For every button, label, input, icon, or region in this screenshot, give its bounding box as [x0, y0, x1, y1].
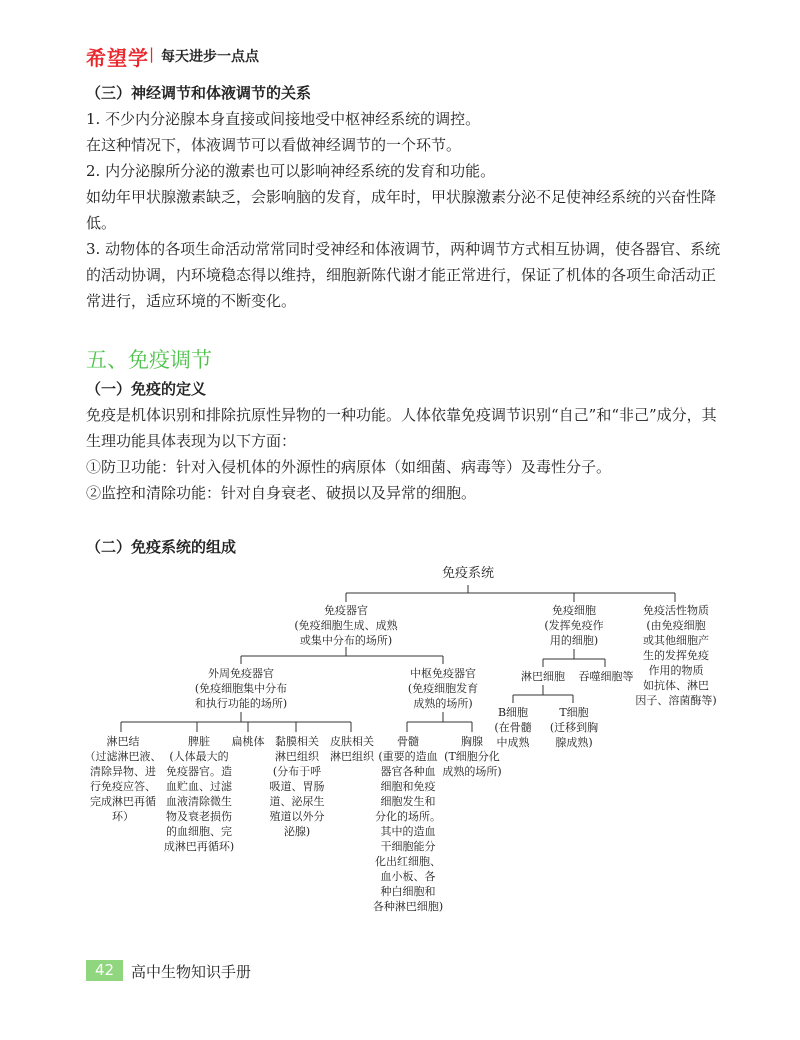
immunity-definition: 免疫是机体识别和排除抗原性异物的一种功能。人体依靠免疫调节识别“自己”和“非己”成分，其生理功能具体表现为以下方面：: [86, 406, 717, 450]
header-slogan: 每天进步一点点: [161, 49, 259, 65]
node-mucosa-lymphoid: 黏膜相关 淋巴组织 (分布于呼 吸道、胃肠 道、泌尿生 殖道以外分 泌腺): [269, 735, 325, 838]
section3-paragraph-1: 1. 不少内分泌腺本身直接或间接地受中枢神经系统的调控。: [86, 110, 481, 128]
page-number: 42: [94, 961, 115, 979]
node-bone-marrow: 骨髓 (重要的造血 器官各种血 细胞和免疫 细胞发生和 分化的场所。 其中的造血 干细胞能分 化出红细胞、 血小板、各 种白细胞和 各种淋巴细胞): [372, 735, 444, 913]
section3-paragraph-2: 在这种情况下，体液调节可以看做神经调节的一个环节。: [86, 136, 462, 154]
header-separator: |: [149, 45, 155, 63]
defense-function: ①防卫功能：针对入侵机体的外源性的病原体（如细菌、病毒等）及毒性分子。: [86, 458, 612, 476]
node-immune-system: 免疫系统: [441, 566, 494, 581]
node-active-substances: 免疫活性物质 (由免疫细胞 或其他细胞产 生的发挥免疫 作用的物质 如抗体、淋巴 因子、溶菌酶等): [635, 604, 717, 707]
node-immune-organs: 免疫器官 (免疫细胞生成、成熟 或集中分布的场所): [294, 604, 398, 647]
node-thymus: 胸腺 (T细胞分化 成熟的场所): [442, 735, 502, 778]
brand-logo: 希望学: [86, 46, 149, 70]
node-lymph-node: 淋巴结 （过滤淋巴液、 清除异物、进 行免疫应答、 完成淋巴再循 环）: [84, 735, 162, 823]
node-spleen: 脾脏 (人体最大的 免疫器官。造 血贮血、过滤 血液清除微生 物及衰老损伤 的血细胞、完 成淋巴再循环): [163, 735, 235, 853]
node-tonsil: 扁桃体: [231, 735, 265, 748]
section3-paragraph-4: 如幼年甲状腺激素缺乏，会影响脑的发育，成年时，甲状腺激素分泌不足使神经系统的兴奋性降低。: [86, 188, 717, 232]
section3-paragraph-5: 3. 动物体的各项生命活动常常同时受神经和体液调节，两种调节方式相互协调，使各器官、系统的活动协调，内环境稳态得以维持，细胞新陈代谢才能正常进行，保证了机体的各项生命活动正常进行，适应环境的不断变化。: [86, 240, 721, 310]
book-title: 高中生物知识手册: [131, 963, 252, 981]
surveillance-function: ②监控和清除功能：针对自身衰老、破损以及异常的细胞。: [86, 484, 477, 502]
node-b-cell: B细胞 (在骨髓 中成熟: [494, 706, 532, 749]
node-phagocyte: 吞噬细胞等: [578, 670, 634, 683]
section5-title: 五、免疫调节: [86, 348, 212, 372]
section3-paragraph-3: 2. 内分泌腺所分泌的激素也可以影响神经系统的发育和功能。: [86, 162, 496, 180]
section5-sub-heading-1: （一）免疫的定义: [86, 380, 207, 398]
node-central-organs: 中枢免疫器官 (免疫细胞发育 成熟的场所): [407, 667, 479, 710]
node-immune-cells: 免疫细胞 (发挥免疫作 用的细胞): [544, 604, 604, 647]
node-t-cell: T细胞 (迁移到胸 腺成熟): [549, 706, 599, 749]
node-peripheral-organs: 外周免疫器官 (免疫细胞集中分布 和执行功能的场所): [194, 667, 288, 710]
section5-sub-heading-2: （二）免疫系统的组成: [86, 538, 237, 556]
section3-heading: （三）神经调节和体液调节的关系: [86, 84, 312, 102]
node-lymphocyte: 淋巴细胞: [521, 670, 565, 683]
node-skin-lymphoid: 皮肤相关 淋巴组织: [330, 735, 374, 763]
